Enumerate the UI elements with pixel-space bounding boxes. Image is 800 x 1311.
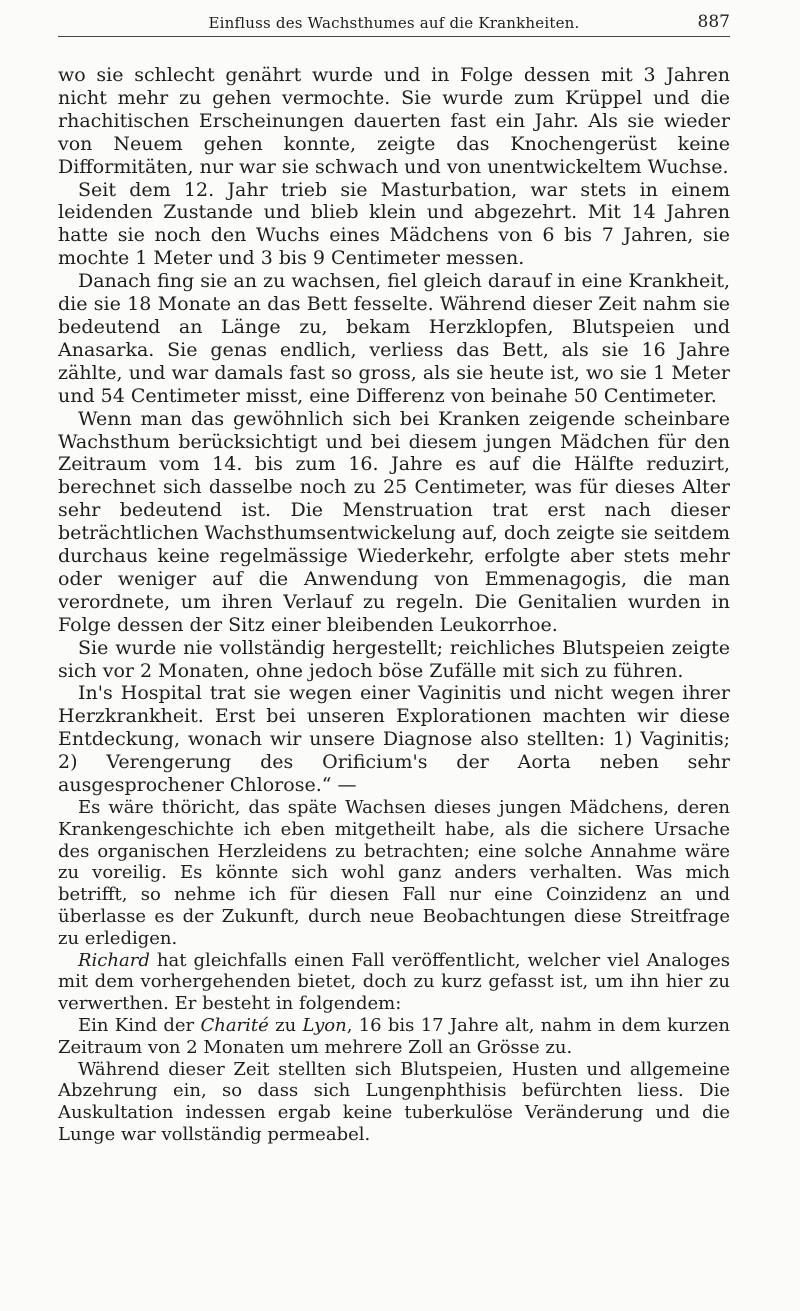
paragraph-foolish: Es wäre thöricht, das späte Wachsen dieses jungen Mädchens, deren Krankengeschichte ich eben mitgetheilt habe, als die sichere Ursache des organischen Herzleidens zu betrachten; eine solche Annahme wäre zu voreilig. Es könnte sich wohl ganz anders verhalten. Was mich betrifft, so nehme ich für diesen Fall nur eine Coinzidenz an und überlasse es der Zukunft, durch neue Beobachtungen diese Streitfrage zu erledigen. <box>58 797 730 949</box>
paragraph-continuation: wo sie schlecht genährt wurde und in Folge dessen mit 3 Jahren nicht mehr zu gehen vermochte. Sie wurde zum Krüppel und die rhachitischen Erscheinungen dauerten fast ein Jahr. Als sie wieder von Neuem gehen konnte, zeigte das Knochengerüst keine Difformitäten, nur war sie schwach und von unentwickeltem Wuchse. <box>58 64 730 178</box>
paragraph-growth: Danach fing sie an zu wachsen, fiel gleich darauf in eine Krankheit, die sie 18 Monate an das Bett fesselte. Während dieser Zeit nahm sie bedeutend an Länge zu, bekam Herzklopfen, Blutspeien und Anasarka. Sie genas endlich, verliess das Bett, als sie 16 Jahre zählte, und war damals fast so gross, als sie heute ist, wo sie 1 Meter und 54 Centimeter misst, eine Differenz von beinahe 50 Centimeter. <box>58 270 730 407</box>
paragraph-masturbation: Seit dem 12. Jahr trieb sie Masturbation, war stets in einem leidenden Zustande und blieb klein und abgezehrt. Mit 14 Jahren hatte sie noch den Wuchs eines Mädchens von 6 bis 7 Jahren, sie mochte 1 Meter und 3 bis 9 Centimeter messen. <box>58 178 730 270</box>
paragraph-case-child <box>58 1015 730 1059</box>
paragraph-richard <box>58 950 730 1015</box>
paragraph-apparent-growth: Wenn man das gewöhnlich sich bei Kranken zeigende scheinbare Wachsthum berücksichtigt und bei diesem jungen Mädchen für den Zeitraum vom 14. bis zum 16. Jahre es auf die Hälfte reduzirt, berechnet sich dasselbe noch zu 25 Centimeter, was für dieses Alter sehr bedeutend ist. Die Menstruation trat erst nach dieser beträchtlichen Wachsthumsentwickelung auf, doch zeigte sie seitdem durchaus keine regelmässige Wiederkehr, erfolgte aber stets mehr oder weniger auf die Anwendung von Emmenagogis, die man verordnete, um ihren Verlauf zu regeln. Die Genitalien wurden in Folge dessen der Sitz einer bleibenden Leukorrhoe. <box>58 407 731 636</box>
case-mid: zu <box>268 1014 303 1036</box>
paragraph-richard-text: hat gleichfalls einen Fall veröffentlicht, welcher viel Analoges mit dem vorhergehenden bietet, doch zu kurz gefasst ist, um ihn hier zu verwerthen. Er besteht in folgendem: <box>58 949 730 1015</box>
case-post: , 16 bis 17 Jahre alt, nahm in dem kurzen Zeitraum von 2 Monaten um mehrere Zoll an Grösse zu. <box>58 1014 730 1058</box>
case-hospital-name: Charité <box>200 1014 269 1036</box>
main-text <box>58 64 730 1146</box>
paragraph-not-recovered: Sie wurde nie vollständig hergestellt; reichliches Blutspeien zeigte sich vor 2 Monaten, ohne jedoch böse Zufälle mit sich zu führen. <box>58 636 730 682</box>
case-pre: Ein Kind der <box>78 1014 201 1036</box>
paragraph-auscultation: Während dieser Zeit stellten sich Blutspeien, Husten und allgemeine Abzehrung ein, so dass sich Lungenphthisis befürchten liess. Die Auskultation indessen ergab keine tuberkulöse Veränderung und die Lunge war vollständig permeabel. <box>58 1058 730 1145</box>
running-title: Einfluss des Wachsthumes auf die Krankheiten. <box>208 14 580 32</box>
running-header <box>58 10 730 37</box>
case-city-name: Lyon <box>302 1014 347 1036</box>
page-number: 887 <box>697 12 730 32</box>
paragraph-hospital: In's Hospital trat sie wegen einer Vaginitis und nicht wegen ihrer Herzkrankheit. Erst bei unseren Explorationen machten wir diese Entdeckung, wonach wir unsere Diagnose also stellten: 1) Vaginitis; 2) Verengerung des Orificium's der Aorta neben sehr ausgesprochener Chlorose.“ — <box>58 682 730 797</box>
author-name: Richard <box>78 949 150 971</box>
